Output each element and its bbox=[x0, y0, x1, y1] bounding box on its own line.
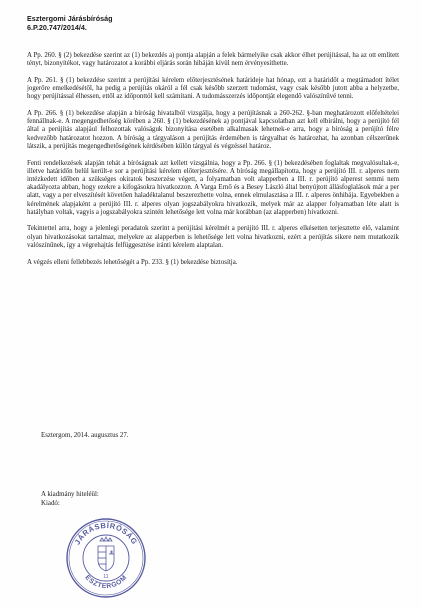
issuer-label: Kiadó: bbox=[41, 500, 60, 507]
svg-text:JÁRÁSBÍRÓSÁG: JÁRÁSBÍRÓSÁG bbox=[72, 520, 140, 547]
place-date: Esztergom, 2014. augusztus 27. bbox=[41, 432, 129, 439]
case-number: 6.P.20.747/2014/4. bbox=[27, 23, 87, 32]
court-name: Esztergomi Járásbíróság bbox=[27, 14, 113, 23]
paragraph: A Pp. 260. § (2) bekezdése szerint az (1) bekezdés a) pontja alapján a felek bármelyike csak akkor élhet perújítással, ha az ott említett tényt, bizonyítékot, vagy határozatot a korábbi eljárás során hibáján kívül nem érvényesíthette. bbox=[27, 52, 399, 68]
signoff-block bbox=[41, 490, 99, 508]
paragraph: A Pp. 261. § (1) bekezdése szerint a perújítási kérelem előterjesztésének határideje hat hónap, ezt a határidőt a megtámadott ítélet jogerőre emelkedésétől, ha pedig a perújítás okáról a fél csak később szerzett tudomást, vagy csak később jutott abba a helyzetbe, hogy perújítással élhessen, ettől az időponttól kell számítani. A tudomásszerzés időpontját elegendő valószínűvé tenni. bbox=[27, 76, 399, 101]
svg-text:11: 11 bbox=[103, 574, 109, 580]
svg-text:ESZTERGOM: ESZTERGOM bbox=[83, 574, 129, 591]
document-header bbox=[27, 14, 113, 32]
paragraph: A Pp. 266. § (1) bekezdése alapján a bíróság hivatalból vizsgálja, hogy a perújításnak a 260-262. §-ban meghatározott előfeltételei fennállnak-e. A megengedhetőség körében a 260. § (1) bekezdésének a) pontjával kapcsolatban azt kell elbírálni, hogy a perújító fél által a perújítás alapjául felhozottak valóságuk bizonyítása esetében alkalmasak lehetnek-e arra, hogy a bíróság a perújító félre kedvezőbb határozatot hozzon. A bíróság a tárgyaláson a perújítás érdemében is tárgyalhat és határozhat, ha azonban célszerűnek látszik, a perújítás megengedhetőségének kérdésében külön tárgyal és végzéssel határoz. bbox=[27, 110, 399, 150]
court-seal-stamp bbox=[64, 516, 148, 600]
paragraph: A végzés elleni fellebbezés lehetőségét a Pp. 233. § (1) bekezdése biztosítja. bbox=[27, 258, 238, 266]
authentication-label: A kiadmány hiteléül: bbox=[41, 491, 99, 498]
paragraph: Tekintettel arra, hogy a jelenlegi peradatok szerint a perújítási kérelmét a perújító III. r. alperes elkésetten terjesztette elő, valamint olyan hivatkozásokat tartalmaz, melyekre az alapperben is lehetősége lett volna hivatkozni, ezért a perújítás sikere nem mutatkozik valószínűnek, így a végrehajtás felfüggesztése iránti kérelem alaptalan. bbox=[27, 225, 399, 249]
paragraph: Fenti rendelkezések alapján tehát a bíróságnak azt kellett vizsgálnia, hogy a Pp. 266. § (1) bekezdésében foglaltak megvalósultak-e, illetve határidőn belül került-e sor a perújítási kérelem előterjesztésére. A bíróság megállapította, hogy a perújító III. r. alperes nem intézkedett időben a szükséges okiratok beszerzése végett, a folyamatban volt alapperben a III. r. perújító alperest semmi nem akadályozta abban, hogy ezekre a kifogásokra hivatkozzon. A Varga Ernő és a Besey László által benyújtott állásfoglalások már a per alatt, vagy a per elveszítését követően haladéktalanul beszerezhette volna, ennek elmulasztása a III. r. alperes önhibája. Egyebekben a kérelmének alapjaként a perújító III. r. alperes olyan jogszabályokra hivatkozik, melyek már az alapper folyamatban léte alatt is hatályban voltak, vagyis a jogszabályokra szintén lehetősége lett volna már korábban (az alapperben) hivatkozni. bbox=[27, 159, 399, 216]
document-body bbox=[27, 52, 399, 275]
